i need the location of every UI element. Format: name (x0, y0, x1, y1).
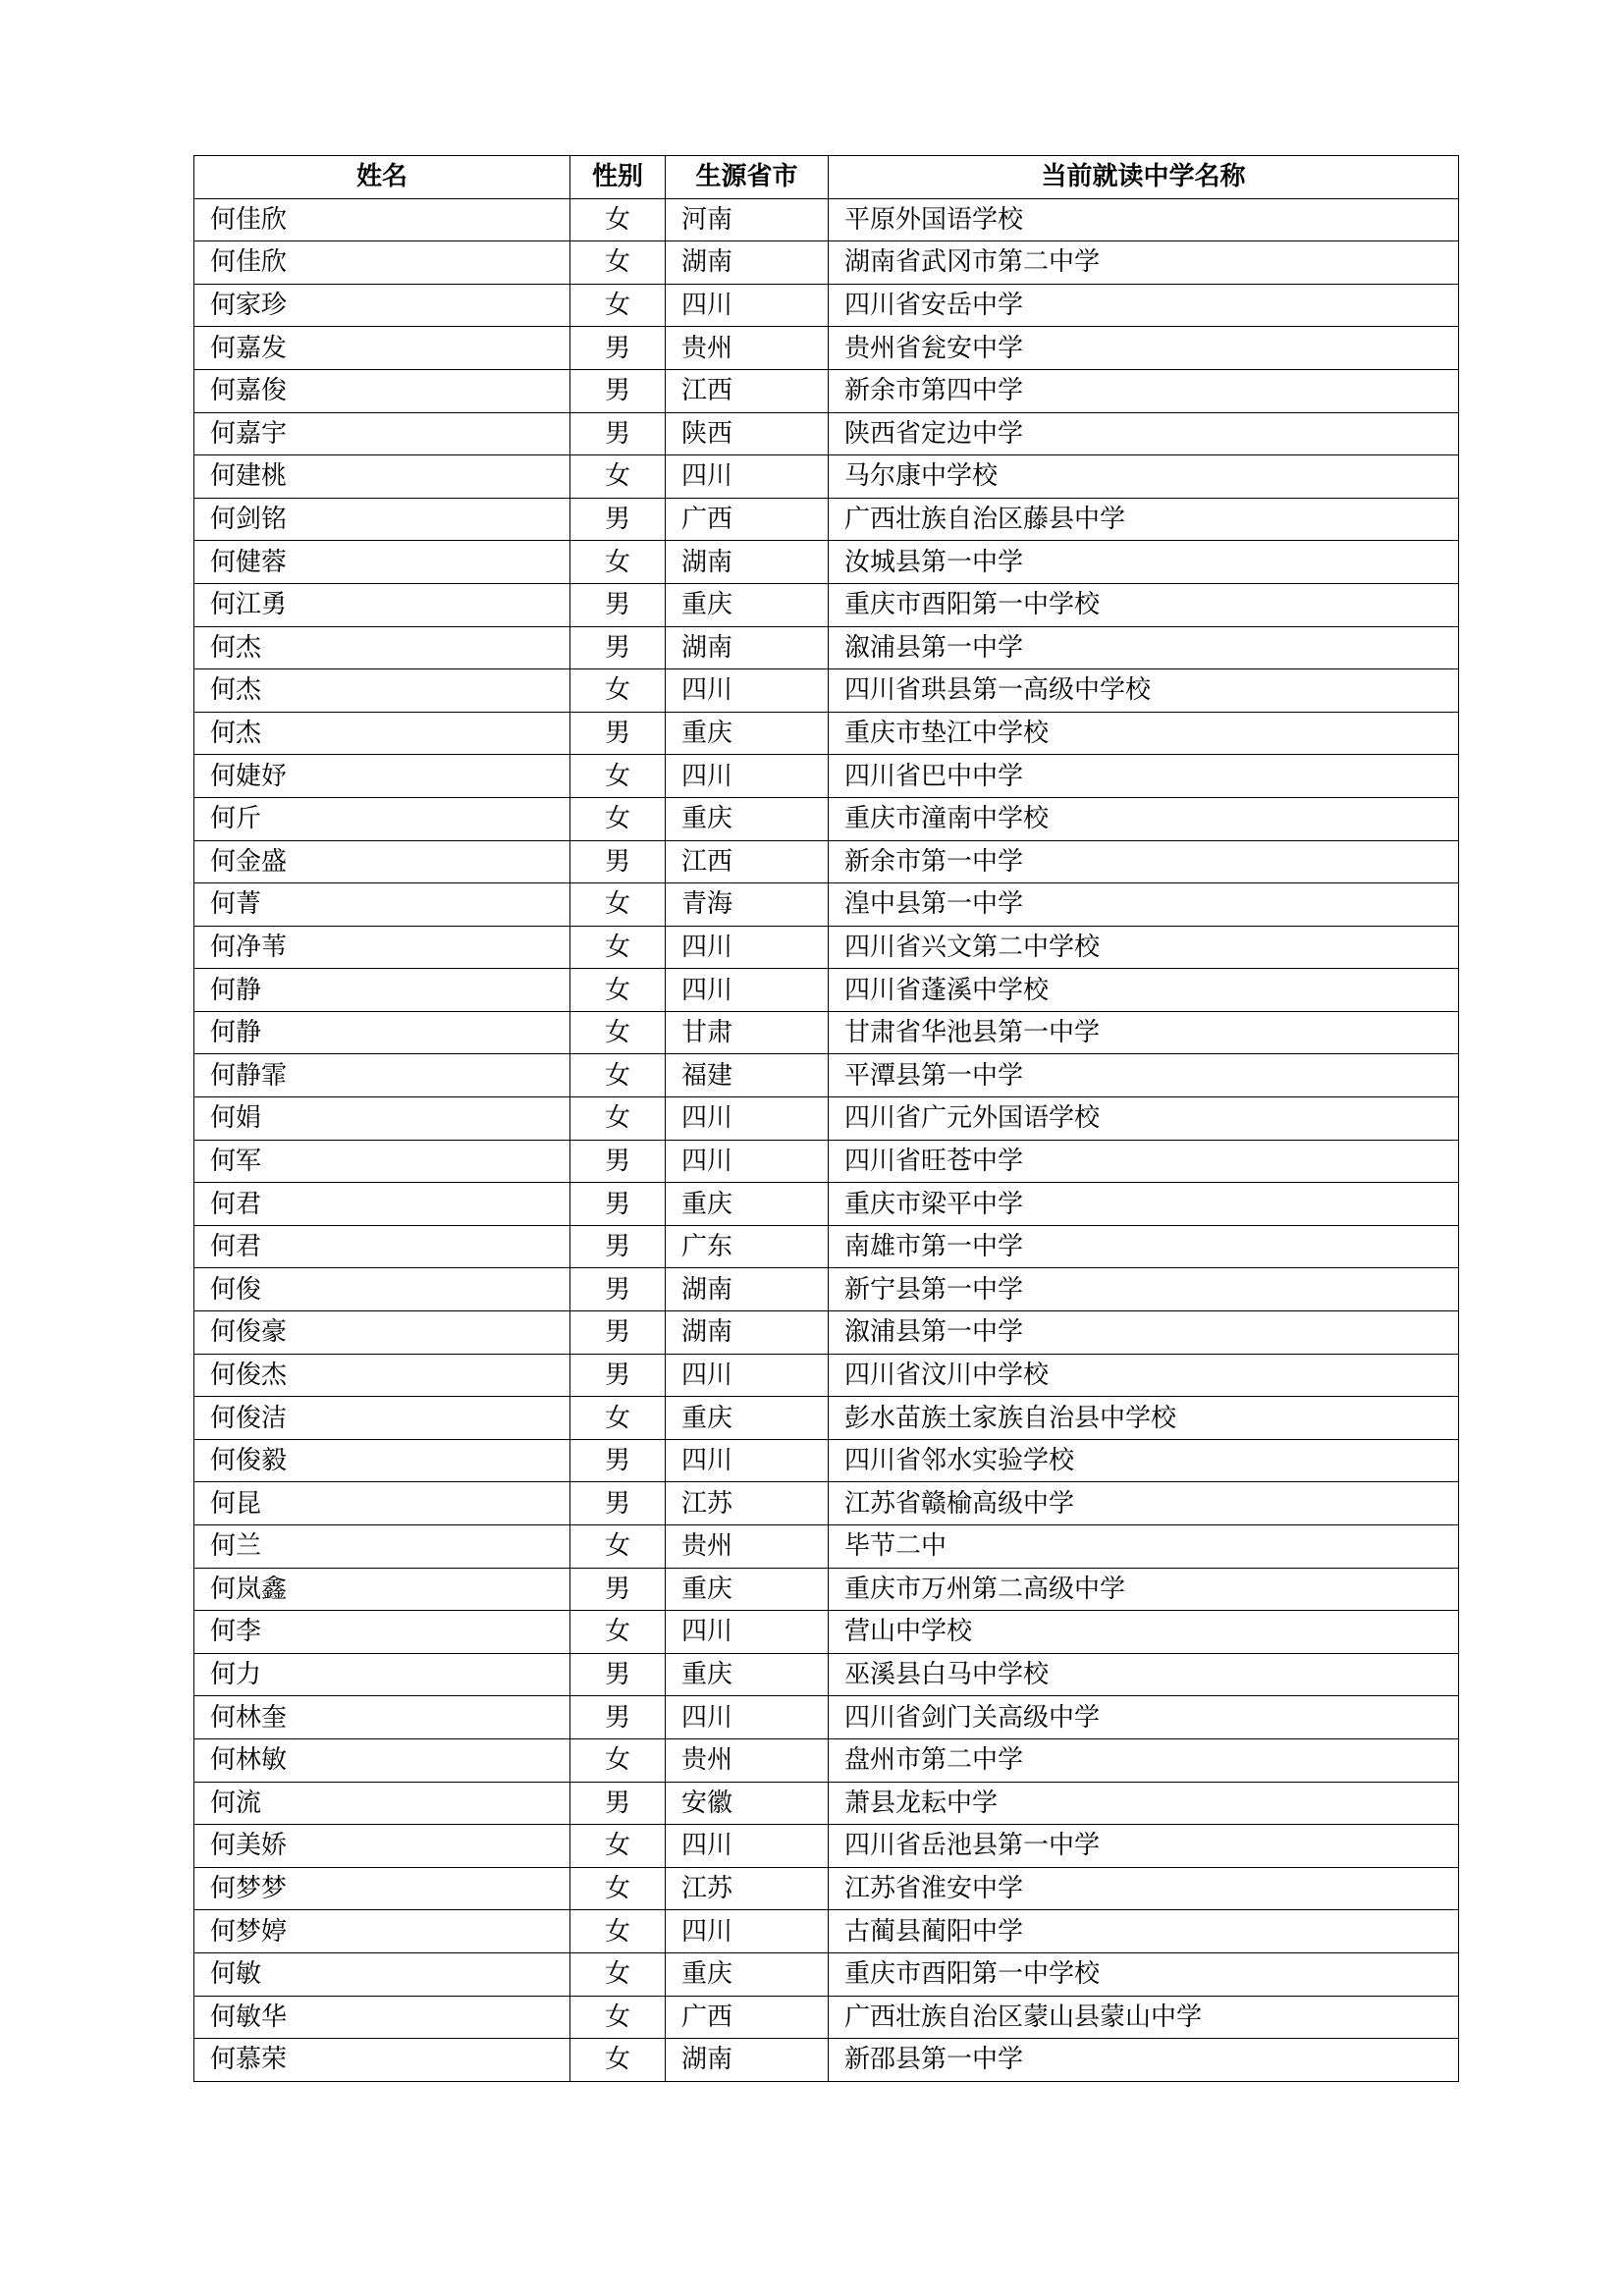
cell-province: 安徽 (666, 1782, 829, 1825)
cell-province: 湖南 (666, 241, 829, 285)
cell-school: 重庆市酉阳第一中学校 (829, 1952, 1459, 1996)
cell-province: 陕西 (666, 412, 829, 455)
cell-school: 四川省兴文第二中学校 (829, 926, 1459, 969)
cell-province: 四川 (666, 1439, 829, 1482)
cell-school: 四川省安岳中学 (829, 284, 1459, 327)
table-row (194, 1525, 1459, 1569)
table-row (194, 883, 1459, 927)
cell-name: 何杰 (194, 712, 570, 755)
cell-school: 江苏省淮安中学 (829, 1867, 1459, 1910)
cell-gender: 男 (570, 327, 666, 370)
cell-school: 汝城县第一中学 (829, 541, 1459, 584)
cell-gender: 男 (570, 1439, 666, 1482)
cell-province: 福建 (666, 1054, 829, 1097)
header-gender: 性别 (570, 156, 666, 199)
cell-gender: 男 (570, 840, 666, 883)
cell-name: 何静霏 (194, 1054, 570, 1097)
cell-name: 何敏华 (194, 1996, 570, 2039)
cell-gender: 男 (570, 369, 666, 412)
cell-school: 萧县龙耘中学 (829, 1782, 1459, 1825)
cell-school: 四川省广元外国语学校 (829, 1097, 1459, 1141)
table-row (194, 1653, 1459, 1696)
cell-province: 四川 (666, 1140, 829, 1183)
table-row (194, 1011, 1459, 1054)
table-row (194, 626, 1459, 669)
table-row (194, 969, 1459, 1012)
cell-province: 重庆 (666, 1653, 829, 1696)
cell-province: 重庆 (666, 1183, 829, 1226)
table-row (194, 1867, 1459, 1910)
table-row (194, 669, 1459, 713)
cell-gender: 男 (570, 1268, 666, 1311)
cell-school: 贵州省瓮安中学 (829, 327, 1459, 370)
cell-school: 马尔康中学校 (829, 455, 1459, 499)
cell-school: 四川省岳池县第一中学 (829, 1825, 1459, 1868)
cell-name: 何君 (194, 1183, 570, 1226)
cell-name: 何林敏 (194, 1738, 570, 1782)
cell-name: 何美娇 (194, 1825, 570, 1868)
cell-school: 广西壮族自治区蒙山县蒙山中学 (829, 1996, 1459, 2039)
cell-gender: 女 (570, 1097, 666, 1141)
cell-gender: 女 (570, 284, 666, 327)
cell-gender: 女 (570, 198, 666, 241)
cell-province: 江苏 (666, 1867, 829, 1910)
table-row (194, 1696, 1459, 1739)
cell-name: 何金盛 (194, 840, 570, 883)
cell-school: 四川省邻水实验学校 (829, 1439, 1459, 1482)
cell-province: 四川 (666, 1910, 829, 1953)
cell-province: 江西 (666, 369, 829, 412)
cell-school: 湖南省武冈市第二中学 (829, 241, 1459, 285)
cell-school: 新宁县第一中学 (829, 1268, 1459, 1311)
cell-school: 新余市第四中学 (829, 369, 1459, 412)
cell-gender: 男 (570, 712, 666, 755)
cell-province: 四川 (666, 926, 829, 969)
cell-province: 湖南 (666, 2039, 829, 2082)
cell-name: 何建桃 (194, 455, 570, 499)
cell-gender: 女 (570, 1525, 666, 1569)
cell-name: 何敏 (194, 1952, 570, 1996)
cell-province: 湖南 (666, 1311, 829, 1355)
cell-name: 何嘉俊 (194, 369, 570, 412)
cell-gender: 男 (570, 1225, 666, 1268)
cell-province: 四川 (666, 455, 829, 499)
table-row (194, 541, 1459, 584)
cell-gender: 女 (570, 669, 666, 713)
cell-gender: 女 (570, 1011, 666, 1054)
cell-name: 何佳欣 (194, 241, 570, 285)
cell-school: 南雄市第一中学 (829, 1225, 1459, 1268)
cell-school: 四川省剑门关高级中学 (829, 1696, 1459, 1739)
table-row (194, 1140, 1459, 1183)
cell-province: 广西 (666, 498, 829, 541)
cell-gender: 女 (570, 1996, 666, 2039)
cell-province: 四川 (666, 755, 829, 798)
cell-gender: 男 (570, 1354, 666, 1397)
cell-school: 四川省珙县第一高级中学校 (829, 669, 1459, 713)
cell-province: 贵州 (666, 1738, 829, 1782)
table-row (194, 1054, 1459, 1097)
cell-name: 何杰 (194, 626, 570, 669)
cell-school: 巫溪县白马中学校 (829, 1653, 1459, 1696)
cell-gender: 女 (570, 541, 666, 584)
cell-school: 四川省蓬溪中学校 (829, 969, 1459, 1012)
cell-school: 古蔺县蔺阳中学 (829, 1910, 1459, 1953)
student-roster-table (193, 155, 1459, 2082)
cell-province: 重庆 (666, 1568, 829, 1611)
cell-school: 重庆市潼南中学校 (829, 797, 1459, 840)
cell-gender: 女 (570, 1910, 666, 1953)
table-row (194, 797, 1459, 840)
cell-name: 何静 (194, 969, 570, 1012)
table-row (194, 1311, 1459, 1355)
cell-gender: 女 (570, 755, 666, 798)
cell-school: 广西壮族自治区藤县中学 (829, 498, 1459, 541)
cell-name: 何俊豪 (194, 1311, 570, 1355)
cell-gender: 女 (570, 1397, 666, 1440)
header-row (194, 156, 1459, 199)
table-row (194, 1952, 1459, 1996)
cell-name: 何婕妤 (194, 755, 570, 798)
table-row (194, 198, 1459, 241)
cell-name: 何净苇 (194, 926, 570, 969)
cell-province: 四川 (666, 969, 829, 1012)
cell-province: 四川 (666, 1097, 829, 1141)
table-row (194, 840, 1459, 883)
cell-name: 何昆 (194, 1482, 570, 1525)
cell-gender: 女 (570, 1825, 666, 1868)
cell-name: 何君 (194, 1225, 570, 1268)
cell-school: 溆浦县第一中学 (829, 626, 1459, 669)
table-row (194, 1397, 1459, 1440)
cell-school: 甘肃省华池县第一中学 (829, 1011, 1459, 1054)
cell-school: 重庆市垫江中学校 (829, 712, 1459, 755)
cell-gender: 女 (570, 926, 666, 969)
cell-school: 江苏省赣榆高级中学 (829, 1482, 1459, 1525)
cell-gender: 女 (570, 1867, 666, 1910)
table-row (194, 1268, 1459, 1311)
cell-name: 何菁 (194, 883, 570, 927)
cell-province: 贵州 (666, 327, 829, 370)
cell-province: 四川 (666, 1696, 829, 1739)
cell-province: 重庆 (666, 1952, 829, 1996)
table-row (194, 1439, 1459, 1482)
cell-name: 何娟 (194, 1097, 570, 1141)
cell-name: 何梦婷 (194, 1910, 570, 1953)
cell-gender: 男 (570, 1183, 666, 1226)
table-row (194, 1354, 1459, 1397)
cell-gender: 男 (570, 412, 666, 455)
cell-province: 贵州 (666, 1525, 829, 1569)
cell-name: 何静 (194, 1011, 570, 1054)
cell-gender: 男 (570, 583, 666, 626)
header-name: 姓名 (194, 156, 570, 199)
table-row (194, 1910, 1459, 1953)
cell-school: 平原外国语学校 (829, 198, 1459, 241)
cell-school: 重庆市万州第二高级中学 (829, 1568, 1459, 1611)
cell-province: 湖南 (666, 541, 829, 584)
cell-name: 何家珍 (194, 284, 570, 327)
cell-province: 江苏 (666, 1482, 829, 1525)
cell-gender: 男 (570, 1311, 666, 1355)
cell-name: 何杰 (194, 669, 570, 713)
cell-province: 重庆 (666, 1397, 829, 1440)
cell-school: 湟中县第一中学 (829, 883, 1459, 927)
table-row (194, 755, 1459, 798)
cell-name: 何兰 (194, 1525, 570, 1569)
table-row (194, 583, 1459, 626)
cell-name: 何俊 (194, 1268, 570, 1311)
cell-name: 何流 (194, 1782, 570, 1825)
cell-province: 甘肃 (666, 1011, 829, 1054)
table-header (194, 156, 1459, 199)
cell-name: 何嘉发 (194, 327, 570, 370)
table-row (194, 1782, 1459, 1825)
table-row (194, 1183, 1459, 1226)
cell-name: 何俊洁 (194, 1397, 570, 1440)
table-row (194, 1225, 1459, 1268)
cell-gender: 男 (570, 1653, 666, 1696)
cell-school: 溆浦县第一中学 (829, 1311, 1459, 1355)
table-row (194, 1825, 1459, 1868)
table-row (194, 241, 1459, 285)
cell-province: 四川 (666, 1354, 829, 1397)
cell-gender: 女 (570, 1611, 666, 1654)
cell-school: 新邵县第一中学 (829, 2039, 1459, 2082)
cell-school: 彭水苗族土家族自治县中学校 (829, 1397, 1459, 1440)
cell-name: 何林奎 (194, 1696, 570, 1739)
cell-name: 何岚鑫 (194, 1568, 570, 1611)
cell-name: 何李 (194, 1611, 570, 1654)
table-row (194, 369, 1459, 412)
cell-province: 重庆 (666, 712, 829, 755)
cell-province: 重庆 (666, 797, 829, 840)
table-row (194, 284, 1459, 327)
cell-province: 河南 (666, 198, 829, 241)
cell-province: 四川 (666, 669, 829, 713)
cell-school: 陕西省定边中学 (829, 412, 1459, 455)
table-row (194, 1568, 1459, 1611)
cell-gender: 女 (570, 1054, 666, 1097)
table-row (194, 1996, 1459, 2039)
cell-name: 何梦梦 (194, 1867, 570, 1910)
table-row (194, 712, 1459, 755)
cell-gender: 女 (570, 1952, 666, 1996)
cell-name: 何慕荣 (194, 2039, 570, 2082)
cell-name: 何俊毅 (194, 1439, 570, 1482)
table-row (194, 1738, 1459, 1782)
table-row (194, 412, 1459, 455)
cell-gender: 男 (570, 498, 666, 541)
cell-name: 何江勇 (194, 583, 570, 626)
cell-school: 新余市第一中学 (829, 840, 1459, 883)
table-row (194, 327, 1459, 370)
cell-province: 湖南 (666, 1268, 829, 1311)
cell-province: 四川 (666, 284, 829, 327)
cell-province: 四川 (666, 1825, 829, 1868)
cell-gender: 女 (570, 2039, 666, 2082)
cell-name: 何健蓉 (194, 541, 570, 584)
cell-school: 四川省汶川中学校 (829, 1354, 1459, 1397)
cell-province: 广西 (666, 1996, 829, 2039)
cell-gender: 男 (570, 1782, 666, 1825)
table-row (194, 1611, 1459, 1654)
cell-gender: 男 (570, 1482, 666, 1525)
cell-gender: 女 (570, 455, 666, 499)
header-school: 当前就读中学名称 (829, 156, 1459, 199)
cell-gender: 男 (570, 1696, 666, 1739)
table-row (194, 498, 1459, 541)
cell-school: 重庆市梁平中学 (829, 1183, 1459, 1226)
cell-school: 盘州市第二中学 (829, 1738, 1459, 1782)
cell-school: 重庆市酉阳第一中学校 (829, 583, 1459, 626)
cell-province: 广东 (666, 1225, 829, 1268)
header-province: 生源省市 (666, 156, 829, 199)
cell-school: 平潭县第一中学 (829, 1054, 1459, 1097)
cell-gender: 男 (570, 1568, 666, 1611)
cell-school: 营山中学校 (829, 1611, 1459, 1654)
cell-gender: 男 (570, 1140, 666, 1183)
table-row (194, 1482, 1459, 1525)
cell-school: 毕节二中 (829, 1525, 1459, 1569)
table-row (194, 455, 1459, 499)
cell-province: 四川 (666, 1611, 829, 1654)
cell-province: 江西 (666, 840, 829, 883)
cell-gender: 男 (570, 626, 666, 669)
cell-name: 何剑铭 (194, 498, 570, 541)
cell-gender: 女 (570, 883, 666, 927)
cell-gender: 女 (570, 1738, 666, 1782)
cell-name: 何力 (194, 1653, 570, 1696)
cell-gender: 女 (570, 241, 666, 285)
cell-name: 何斤 (194, 797, 570, 840)
cell-name: 何佳欣 (194, 198, 570, 241)
cell-province: 湖南 (666, 626, 829, 669)
cell-province: 重庆 (666, 583, 829, 626)
table-row (194, 926, 1459, 969)
cell-school: 四川省旺苍中学 (829, 1140, 1459, 1183)
cell-name: 何嘉宇 (194, 412, 570, 455)
cell-name: 何俊杰 (194, 1354, 570, 1397)
table-row (194, 2039, 1459, 2082)
cell-gender: 女 (570, 797, 666, 840)
cell-school: 四川省巴中中学 (829, 755, 1459, 798)
table-body (194, 198, 1459, 2081)
cell-gender: 女 (570, 969, 666, 1012)
cell-name: 何军 (194, 1140, 570, 1183)
table-row (194, 1097, 1459, 1141)
cell-province: 青海 (666, 883, 829, 927)
